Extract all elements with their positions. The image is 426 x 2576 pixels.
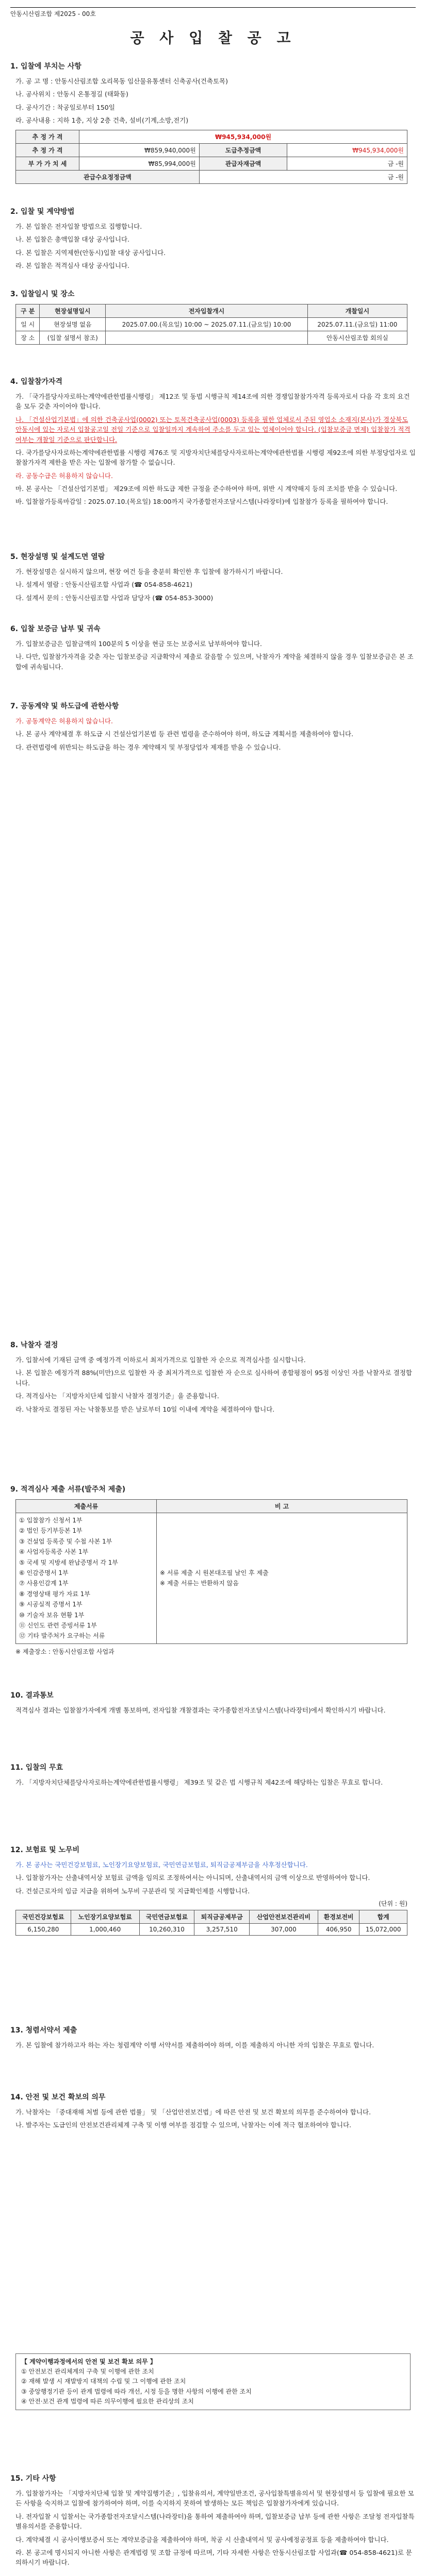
- table-cell: 2025.07.11.(금요일) 11:00: [307, 318, 407, 331]
- section-15-title: 15. 기타 사항: [10, 2475, 56, 2483]
- schedule-table: [15, 304, 407, 345]
- page-title: 공 사 입 찰 공 고: [130, 29, 296, 46]
- table-cell: [106, 331, 308, 345]
- doc-item: ⑪ 신인도 관련 증빙서류 1부: [19, 1621, 97, 1629]
- table-cell: 307,000: [250, 1924, 318, 1936]
- col-header: 퇴직금공제부금: [194, 1910, 250, 1924]
- section-13: [10, 2025, 416, 2050]
- table-cell: 장 소: [16, 331, 40, 345]
- col-header: 국민건강보험료: [16, 1910, 71, 1924]
- row-label2: 도급추정금액: [199, 143, 287, 157]
- section-1: [10, 61, 416, 184]
- section-2: [10, 206, 416, 271]
- table-cell: (입찰 설명서 참조): [40, 331, 106, 345]
- s2-item-3: 다. 본 입찰은 지역제한(안동시)입찰 대상 공사입니다.: [15, 248, 166, 257]
- section-5-title: 5. 현장설명 및 설계도면 열람: [10, 553, 105, 561]
- s7-item-3: 다. 관련법령에 위반되는 하도급을 하는 경우 계약해지 및 부정당업자 제재를 받을 수 있습니다.: [15, 743, 281, 751]
- section-15: [10, 2473, 416, 2568]
- extra-value: 금 -원: [199, 170, 407, 183]
- col-header: 개찰일시: [307, 304, 407, 318]
- section-4: [10, 376, 416, 507]
- doc-item: ⑩ 기술자 보유 현황 1부: [19, 1611, 85, 1619]
- s4-para-1: 가. 「국가를당사자로하는계약에관한법률시행령」 제12조 및 동법 시행규칙 제14조에 의한 경쟁입찰참가자격 등록자로서 다음 각 호의 요건을 모두 갖춘 자이어야 합니다.: [15, 393, 410, 411]
- table-cell: 현장설명 없음: [40, 318, 106, 331]
- s9-footnote: ※ 제출장소 : 안동시산림조합 사업과: [15, 1648, 114, 1655]
- price-label: 추 정 가 격: [16, 130, 79, 143]
- table-cell: 안동시산림조합 회의실: [307, 331, 407, 345]
- col-header: 현장설명일시: [40, 304, 106, 318]
- safety-box-item: ④ 안전·보건 관계 법령에 따른 의무이행에 필요한 관리상의 조치: [21, 2397, 194, 2405]
- s5-item-2: 나. 설계서 열람 : 안동시산림조합 사업과 (☎ 054-858-4621): [15, 581, 193, 589]
- col-header: 합계: [359, 1910, 407, 1924]
- row-label2: 관급자재금액: [199, 157, 287, 170]
- price-total: ₩945,934,000원: [79, 130, 407, 143]
- s1-item-3: 다. 공사기간 : 착공일로부터 150일: [15, 103, 115, 111]
- table-cell: 6,150,280: [16, 1924, 71, 1936]
- s15-item-3: 다. 계약체결 시 공사이행보증서 또는 계약보증금을 제출하여야 하며, 착공 시 산출내역서 및 공사예정공정표 등을 제출하여야 합니다.: [15, 2535, 389, 2544]
- doc-item: ⑤ 국세 및 지방세 완납증명서 각 1부: [19, 1558, 118, 1566]
- s2-item-2: 나. 본 입찰은 총액입찰 대상 공사입니다.: [15, 235, 130, 244]
- section-7-title: 7. 공동계약 및 하도급에 관한사항: [10, 702, 119, 710]
- s14-para-1: 가. 낙찰자는 「중대재해 처벌 등에 관한 법률」 및 「산업안전보건법」에 따른 안전 및 보건 확보의 의무를 준수하여야 합니다.: [15, 2108, 371, 2116]
- s12-para-2: 나. 입찰참가자는 산출내역서상 보험료 금액을 임의로 조정하여서는 아니되며, 산출내역서의 금액 이상으로 반영하여야 합니다.: [15, 1874, 370, 1882]
- row-label: 부 가 가 치 세: [16, 157, 79, 170]
- s12-para-1: 가. 본 공사는 국민건강보험료, 노인장기요양보험료, 국민연금보험료, 퇴직금공제부금을 사후정산합니다.: [15, 1861, 308, 1869]
- remarks-cell: [157, 1513, 407, 1644]
- s14-para-2: 나. 발주자는 도급인의 안전보건관리체계 구축 및 이행 여부를 점검할 수 있으며, 낙찰자는 이에 적극 협조하여야 합니다.: [15, 2121, 352, 2129]
- col-header: 제출서류: [16, 1500, 157, 1513]
- col-header: 국민연금보험료: [139, 1910, 194, 1924]
- section-3: [10, 289, 416, 345]
- row-value: ₩85,994,000원: [79, 157, 200, 170]
- section-9-title: 9. 적격심사 제출 서류(발주처 제출): [10, 1485, 126, 1494]
- section-10: [10, 1690, 416, 1715]
- section-13-title: 13. 청렴서약서 제출: [10, 2026, 77, 2035]
- s6-para-2: 나. 다만, 입찰참가자격을 갖춘 자는 입찰보증금 지급확약서 제출로 갈음할 수 있으며, 낙찰자가 계약을 체결하지 않을 경우 입찰보증금은 본 조합에 귀속됩니다.: [15, 653, 414, 671]
- col-header: 산업안전보건관리비: [250, 1910, 318, 1924]
- s1-item-4: 라. 공사내용 : 지하 1층, 지상 2층 건축, 설비(기계,소방,전기): [15, 116, 189, 125]
- row-value2: ₩945,934,000원: [287, 143, 407, 157]
- s4-para-6: 바. 입찰참가등록마감일 : 2025.07.10.(목요일) 18:00까지 국가종합전자조달시스템(나라장터)에 입찰참가 등록을 필하여야 합니다.: [15, 498, 388, 506]
- section-11: [10, 1762, 416, 1787]
- documents-table: [15, 1499, 407, 1644]
- section-12: [10, 1844, 416, 1936]
- insurance-table: [15, 1910, 407, 1936]
- safety-box-title: 【 계약이행과정에서의 안전 및 보건 확보 의무 】: [21, 2358, 156, 2365]
- s7-item-2: 나. 본 공사 계약체결 후 하도급 시 건설산업기본법 등 관련 법령을 준수하여야 하며, 하도급 계획서를 제출하여야 합니다.: [15, 730, 354, 738]
- doc-item: ⑨ 시공실적 증명서 1부: [19, 1601, 83, 1608]
- remark-item: ※ 제출 서류는 반환하지 않음: [160, 1580, 239, 1587]
- col-header: 환경보전비: [318, 1910, 359, 1924]
- s11-text: 가. 「지방자치단체를당사자로하는계약에관한법률시행령」 제39조 및 같은 법 시행규칙 제42조에 해당하는 입찰은 무효로 합니다.: [15, 1778, 383, 1786]
- doc-item: ⑧ 경영상태 평가 자료 1부: [19, 1590, 90, 1598]
- s12-para-3: 다. 건설근로자의 임금 지급을 위하여 노무비 구분관리 및 지급확인제를 시행합니다.: [15, 1887, 250, 1895]
- s15-item-4: 라. 본 공고에 명시되지 아니한 사항은 관계법령 및 조합 규정에 따르며, 기타 자세한 사항은 안동시산림조합 사업과(☎ 054-858-4621)로 문의하시기 바랍니다.: [15, 2548, 412, 2567]
- row-value: ₩859,940,000원: [79, 143, 200, 157]
- s6-para-1: 가. 입찰보증금은 입찰금액의 100분의 5 이상을 현금 또는 보증서로 납부하여야 합니다.: [15, 640, 262, 648]
- s5-item-1: 가. 현장설명은 실시하지 않으며, 현장 여건 등을 충분히 확인한 후 입찰에 참가하시기 바랍니다.: [15, 568, 283, 575]
- col-header: 구 분: [16, 304, 40, 318]
- section-6-title: 6. 입찰 보증금 납부 및 귀속: [10, 625, 101, 633]
- s12-unit: (단위 : 원): [379, 1900, 407, 1908]
- section-11-title: 11. 입찰의 무효: [10, 1764, 63, 1772]
- s8-item-3: 다. 적격심사는 「지방자치단체 입찰시 낙찰자 결정기준」을 준용합니다.: [15, 1392, 219, 1400]
- s13-text: 가. 본 입찰에 참가하고자 하는 자는 청렴계약 이행 서약서를 제출하여야 하며, 이를 제출하지 아니한 자의 입찰은 무효로 합니다.: [15, 2041, 374, 2049]
- table-cell: 406,950: [318, 1924, 359, 1936]
- doc-item: ④ 사업자등록증 사본 1부: [19, 1548, 89, 1556]
- notice-page: [10, 0, 416, 2576]
- safety-box-section: [10, 2349, 416, 2410]
- section-1-title: 1. 입찰에 부치는 사항: [10, 62, 81, 71]
- doc-item: ③ 건설업 등록증 및 수첩 사본 1부: [19, 1537, 112, 1545]
- section-12-title: 12. 보험료 및 노무비: [10, 1846, 80, 1854]
- safety-box-item: ② 재해 발생 시 재발방지 대책의 수립 및 그 이행에 관한 조치: [21, 2378, 186, 2385]
- section-6: [10, 623, 416, 672]
- section-2-title: 2. 입찰 및 계약방법: [10, 208, 75, 216]
- s1-item-2: 나. 공사위치 : 안동시 온통정길 (태화동): [15, 90, 128, 98]
- section-3-title: 3. 입찰일시 및 장소: [10, 290, 75, 298]
- row-value2: 금 -원: [287, 157, 407, 170]
- price-table: [15, 130, 407, 184]
- row-label: 추 정 가 격: [16, 143, 79, 157]
- col-header: 비 고: [157, 1500, 407, 1513]
- table-cell: 일 시: [16, 318, 40, 331]
- extra-label: 관급수요정정금액: [16, 170, 200, 183]
- safety-box-item: ③ 중앙행정기관 등이 관계 법령에 따라 개선, 시정 등을 명한 사항의 이행에 관한 조치: [21, 2387, 252, 2395]
- section-8-title: 8. 낙찰자 결정: [10, 1341, 58, 1349]
- section-5: [10, 551, 416, 603]
- documents-list-cell: [16, 1513, 157, 1644]
- remark-item: ※ 서류 제출 시 원본대조필 날인 후 제출: [160, 1569, 269, 1577]
- doc-item: ⑦ 사용인감계 1부: [19, 1580, 69, 1587]
- safety-duty-box: [15, 2353, 411, 2410]
- s15-item-2: 나. 전자입찰 시 입찰서는 국가종합전자조달시스템(나라장터)을 통하여 제출하여야 하며, 입찰보증금 납부 등에 관한 사항은 조달청 전자입찰특별유의서를 준용합니다.: [15, 2512, 415, 2531]
- s4-para-4: 라. 공동수급은 허용하지 않습니다.: [15, 471, 113, 480]
- s1-item-1: 가. 공 고 명 : 안동시산림조합 오리목동 임산물유통센터 신축공사(건축토목): [15, 77, 228, 85]
- table-cell: 10,260,310: [139, 1924, 194, 1936]
- col-header: 전자입찰개시: [106, 304, 308, 318]
- top-rule: [10, 7, 416, 8]
- doc-item: ⑥ 인감증명서 1부: [19, 1569, 69, 1577]
- section-9: [10, 1484, 416, 1657]
- section-14: [10, 2092, 416, 2130]
- s5-item-3: 다. 설계서 문의 : 안동시산림조합 사업과 담당자 (☎ 054-853-3000): [15, 594, 214, 602]
- safety-box-item: ① 안전보건 관리체계의 구축 및 이행에 관한 조치: [21, 2368, 154, 2376]
- table-cell: 3,257,510: [194, 1924, 250, 1936]
- s4-para-2: 나. 「건설산업기본법」에 의한 건축공사업(0002) 또는 토목건축공사업(0003) 등록을 필한 업체로서 주된 영업소 소재지(본사)가 경상북도 안동시에 있는 자로서 입찰공고일 전일 기준으로 입찰일까지 계속하여 주소를 두고 있는 업체이어야 합니다. (입찰보증금 면제) 입찰참가 적격 여부는 개찰일 기준으로 판단합니다.: [15, 415, 411, 444]
- section-4-title: 4. 입찰참가자격: [10, 378, 63, 386]
- s7-item-1: 가. 공동계약은 허용하지 않습니다.: [15, 717, 113, 725]
- table-cell: 2025.07.00.(목요일) 10:00 ~ 2025.07.11.(금요일) 10:00: [106, 318, 308, 331]
- s8-item-4: 라. 낙찰자로 결정된 자는 낙찰통보를 받은 날로부터 10일 이내에 계약을 체결하여야 합니다.: [15, 1405, 275, 1413]
- table-cell: 15,072,000: [359, 1924, 407, 1936]
- section-14-title: 14. 안전 및 보건 확보의 의무: [10, 2093, 106, 2102]
- s4-para-5: 마. 본 공사는 「건설산업기본법」 제29조에 의한 하도급 제한 규정을 준수하여야 하며, 위반 시 계약해지 등의 조치를 받을 수 있습니다.: [15, 485, 398, 493]
- notice-number: 안동시산림조합 제2025 - 00호: [10, 10, 96, 18]
- s8-item-1: 가. 입찰서에 기재된 금액 중 예정가격 이하로서 최저가격으로 입찰한 자 순으로 적격심사를 실시합니다.: [15, 1356, 306, 1364]
- section-7: [10, 701, 416, 752]
- s8-item-2: 나. 본 입찰은 예정가격 88%(미만)으로 입찰한 자 중 최저가격으로 입찰한 자 순으로 심사하여 종합평점이 95점 이상인 자를 낙찰자로 결정합니다.: [15, 1369, 412, 1387]
- col-header: 노인장기요양보험료: [71, 1910, 139, 1924]
- s2-item-1: 가. 본 입찰은 전자입찰 방법으로 집행합니다.: [15, 223, 142, 230]
- s2-item-4: 라. 본 입찰은 적격심사 대상 공사입니다.: [15, 262, 130, 270]
- doc-item: ⑫ 기타 발주처가 요구하는 서류: [19, 1632, 105, 1640]
- s4-para-3: 다. 국가를당사자로하는계약에관한법률 시행령 제76조 및 지방자치단체를당사자로하는계약에관한법률 시행령 제92조에 의한 부정당업자로 입찰참가자격 제한을 받은 자는 입찰에 참가할 수 없습니다.: [15, 448, 416, 467]
- section-8: [10, 1340, 416, 1414]
- section-10-title: 10. 결과통보: [10, 1691, 54, 1700]
- s15-item-1: 가. 입찰참가자는 「지방자치단체 입찰 및 계약집행기준」, 입찰유의서, 계약일반조건, 공사입찰특별유의서 및 현장설명서 등 입찰에 필요한 모든 사항을 숙지하고 입찰에 참가하여야 하며, 이를 숙지하지 못하여 발생하는 모든 책임은 입찰참가자에게 있습니다.: [15, 2489, 414, 2507]
- s10-text: 적격심사 결과는 입찰참가자에게 개별 통보하며, 전자입찰 개찰결과는 국가종합전자조달시스템(나라장터)에서 확인하시기 바랍니다.: [15, 1706, 386, 1714]
- doc-item: ① 입찰참가 신청서 1부: [19, 1517, 83, 1524]
- doc-item: ② 법인 등기부등본 1부: [19, 1527, 83, 1535]
- table-cell: 1,000,460: [71, 1924, 139, 1936]
